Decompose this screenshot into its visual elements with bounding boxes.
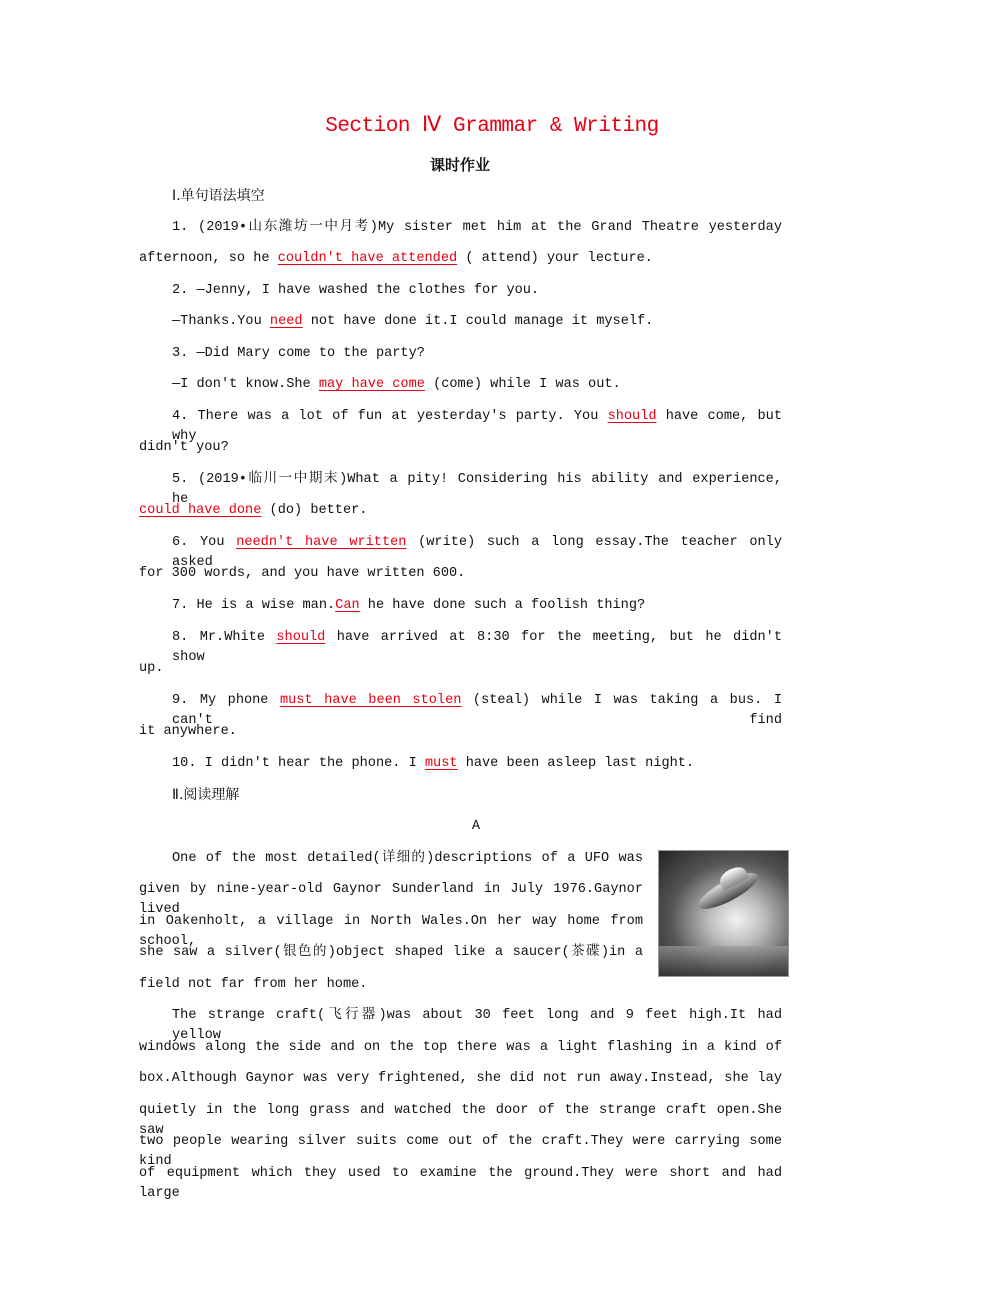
text-segment: One of the most detailed(详细的)descriptions of a UFO was bbox=[172, 851, 643, 866]
text-segment: of equipment which they used to examine the ground.They were short and had large bbox=[139, 1166, 782, 1201]
text-segment: (write) such a long essay.The teacher only asked bbox=[172, 535, 782, 570]
text-segment: 5. (2019•临川一中期末)What a pity! Considering his ability and experience, he bbox=[172, 472, 782, 507]
text-segment: —I don't know.She bbox=[172, 377, 319, 392]
text-line bbox=[139, 659, 782, 679]
section-title: Section Ⅳ Grammar & Writing bbox=[325, 115, 659, 138]
text-line bbox=[139, 1164, 782, 1201]
text-line bbox=[139, 754, 782, 774]
text-line bbox=[139, 975, 643, 995]
text-line bbox=[139, 312, 782, 332]
answer-text: needn't have written bbox=[236, 535, 407, 550]
text-line bbox=[139, 849, 643, 869]
text-line bbox=[139, 438, 782, 458]
text-segment: have arrived at 8:30 for the meeting, but he didn't show bbox=[172, 630, 782, 665]
answer-text: may have come bbox=[318, 377, 425, 392]
text-segment: afternoon, so he bbox=[139, 251, 278, 266]
text-line bbox=[139, 1038, 782, 1058]
ground bbox=[659, 946, 788, 976]
text-segment: 10. I didn't hear the phone. I bbox=[172, 756, 425, 771]
text-segment: 6. You bbox=[172, 535, 237, 550]
text-segment: The strange craft(飞行器)was about 30 feet long and 9 feet high.It had yellow bbox=[172, 1008, 782, 1043]
text-line bbox=[139, 281, 782, 301]
text-line bbox=[139, 564, 782, 584]
text-line bbox=[139, 912, 643, 949]
text-segment: two people wearing silver suits come out of the craft.They were carrying some kind bbox=[139, 1134, 782, 1169]
text-line bbox=[0, 817, 952, 837]
text-line bbox=[139, 344, 782, 364]
text-segment: have come, but why bbox=[172, 409, 782, 444]
text-line bbox=[139, 943, 643, 963]
text-segment: 7. He is a wise man. bbox=[172, 598, 336, 613]
text-segment: for 300 words, and you have written 600. bbox=[139, 566, 466, 581]
text-line bbox=[139, 785, 782, 805]
text-line bbox=[139, 1006, 782, 1043]
answer-text: Can bbox=[335, 598, 360, 613]
text-line bbox=[139, 691, 782, 728]
text-line bbox=[139, 249, 782, 269]
text-segment: 8. Mr.White bbox=[172, 630, 277, 645]
text-segment: in Oakenholt, a village in North Wales.On her way home from school, bbox=[139, 914, 643, 949]
text-segment: box.Although Gaynor was very frightened, she did not run away.Instead, she lay bbox=[139, 1071, 782, 1086]
text-segment: not have done it.I could manage it myself. bbox=[302, 314, 654, 329]
text-segment: have been asleep last night. bbox=[457, 756, 695, 771]
text-segment: ( attend) your lecture. bbox=[457, 251, 653, 266]
text-segment: (do) better. bbox=[261, 503, 368, 518]
text-segment: given by nine-year-old Gaynor Sunderland in July 1976.Gaynor lived bbox=[139, 882, 643, 917]
text-segment: 3. —Did Mary come to the party? bbox=[172, 346, 425, 361]
answer-text: must have been stolen bbox=[279, 693, 462, 708]
text-segment: (steal) while I was taking a bus. I can't find bbox=[172, 693, 782, 728]
text-line bbox=[139, 722, 782, 742]
text-line bbox=[139, 880, 643, 917]
text-line bbox=[139, 533, 782, 570]
text-segment: quietly in the long grass and watched the door of the strange craft open.She saw bbox=[139, 1103, 782, 1138]
answer-text: should bbox=[607, 409, 657, 424]
text-line bbox=[139, 628, 782, 665]
text-segment: 4. There was a lot of fun at yesterday's party. You bbox=[172, 409, 608, 424]
answer-text: could have done bbox=[139, 503, 262, 518]
answer-text: couldn't have attended bbox=[277, 251, 458, 266]
answer-text: need bbox=[269, 314, 303, 329]
text-line bbox=[139, 501, 782, 521]
text-line bbox=[139, 470, 782, 507]
subtitle: 课时作业 bbox=[429, 156, 490, 174]
text-segment: it anywhere. bbox=[139, 724, 237, 739]
answer-text: must bbox=[424, 756, 458, 771]
text-segment: she saw a silver(银色的)object shaped like a saucer(茶碟)in a bbox=[139, 945, 643, 960]
text-segment: didn't you? bbox=[139, 440, 229, 455]
text-segment: field not far from her home. bbox=[139, 977, 368, 992]
text-segment: A bbox=[471, 819, 481, 834]
text-line bbox=[139, 375, 782, 395]
text-segment: 9. My phone bbox=[172, 693, 280, 708]
section-heading: Ⅱ.阅读理解 bbox=[172, 787, 240, 803]
text-line bbox=[139, 1132, 782, 1169]
text-line bbox=[139, 407, 782, 444]
text-line bbox=[139, 1069, 782, 1089]
text-line bbox=[139, 596, 782, 616]
section-heading: Ⅰ.单句语法填空 bbox=[172, 188, 265, 204]
ufo-image bbox=[658, 850, 789, 977]
text-line bbox=[139, 186, 782, 206]
answer-text: should bbox=[276, 630, 326, 645]
text-segment: (come) while I was out. bbox=[424, 377, 621, 392]
text-segment: he have done such a foolish thing? bbox=[359, 598, 646, 613]
text-line bbox=[139, 218, 782, 238]
text-segment: —Thanks.You bbox=[172, 314, 270, 329]
text-line bbox=[139, 1101, 782, 1138]
text-segment: 1. (2019•山东潍坊一中月考)My sister met him at the Grand Theatre yesterday bbox=[172, 220, 782, 235]
text-segment: windows along the side and on the top there was a light flashing in a kind of bbox=[139, 1040, 782, 1055]
text-segment: up. bbox=[139, 661, 164, 676]
text-segment: 2. —Jenny, I have washed the clothes for you. bbox=[172, 283, 540, 298]
